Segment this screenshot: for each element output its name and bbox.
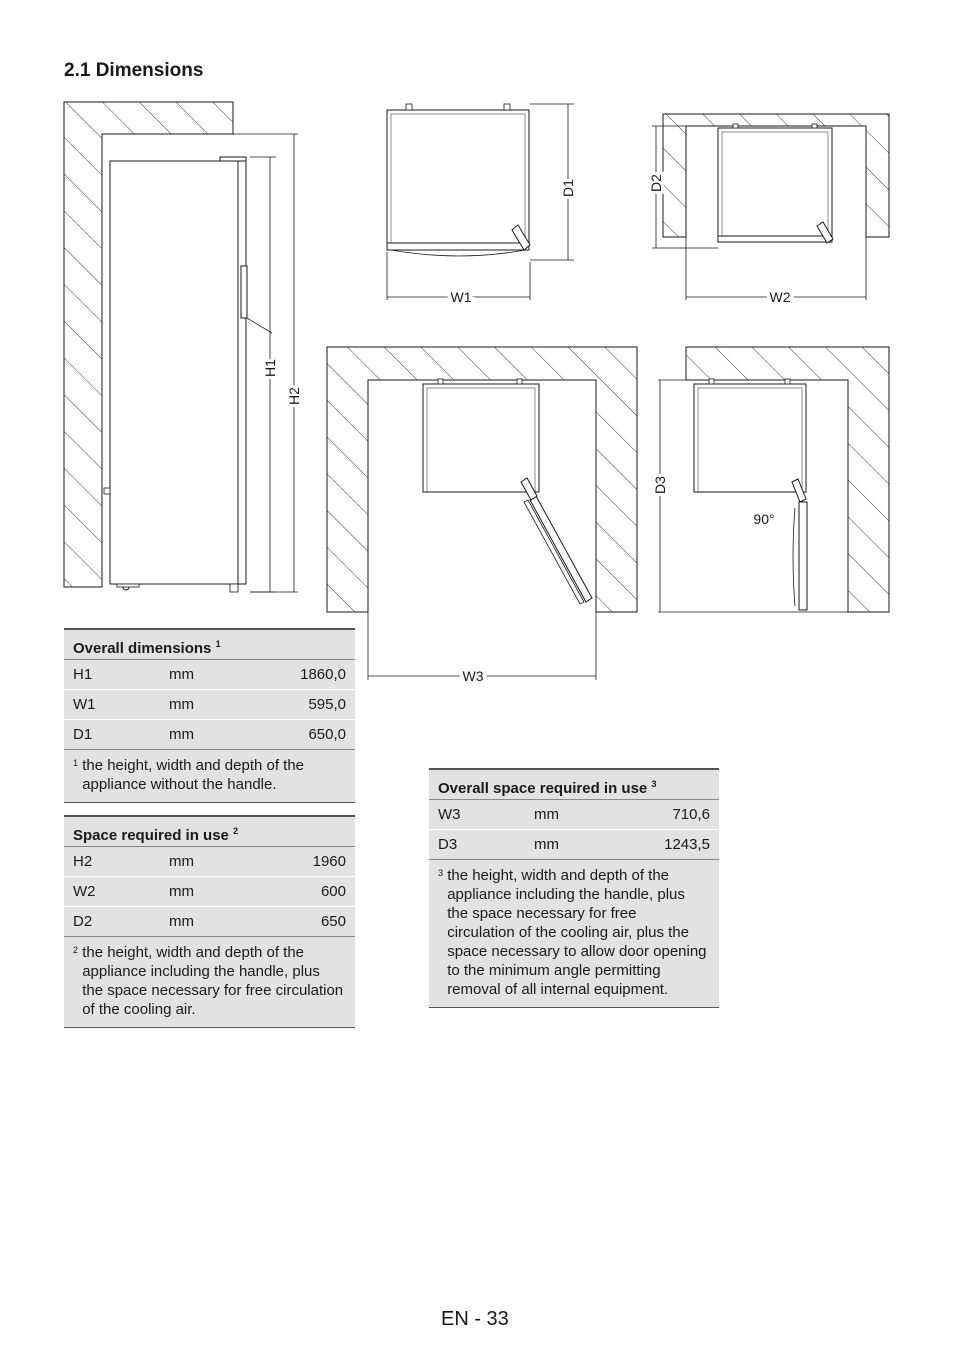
- footnote-text: the height, width and depth of the appliance including the handle, plus the space necessary for free circulation of the cooling air.: [82, 944, 344, 1018]
- dimension-value: 600: [320, 883, 346, 900]
- table-title: Space required in use: [73, 827, 229, 844]
- label-w3: W3: [462, 668, 484, 684]
- dimension-unit: mm: [169, 666, 194, 683]
- dimension-value: 650,0: [308, 726, 346, 743]
- dimension-key: D3: [438, 836, 458, 853]
- label-h1: H1: [262, 359, 278, 377]
- side-elevation-drawing: [64, 102, 298, 592]
- dimension-unit: mm: [534, 836, 559, 853]
- footnote-number: 3: [438, 868, 444, 878]
- footnote-marker: 1: [215, 639, 221, 649]
- dimension-value: 1960: [312, 853, 346, 870]
- dimension-unit: mm: [169, 726, 194, 743]
- dimension-key: W1: [73, 696, 96, 713]
- label-d1: D1: [560, 179, 576, 197]
- footnote-text: the height, width and depth of the appliance including the handle, plus the space necessary for free circulation of the cooling air, plus the space necessary to allow door opening to the minimum angle permitting removal of all internal equipment.: [447, 867, 707, 998]
- table-row: [429, 830, 719, 859]
- dimension-unit: mm: [169, 883, 194, 900]
- dimension-value: 710,6: [672, 806, 710, 823]
- dimension-value: 650: [320, 913, 346, 930]
- dimension-key: D1: [73, 726, 93, 743]
- top-view-d3: [658, 347, 889, 612]
- section-title: 2.1 Dimensions: [64, 60, 204, 81]
- dimension-key: W2: [73, 883, 96, 900]
- dimension-value: 1243,5: [664, 836, 710, 853]
- table-row: [64, 907, 355, 936]
- table-row: [429, 800, 719, 830]
- table-title: Overall dimensions: [73, 640, 212, 657]
- footnote-marker: 2: [233, 826, 239, 836]
- label-angle: 90°: [753, 511, 775, 527]
- dimension-unit: mm: [169, 853, 194, 870]
- overall-space-required-table: [429, 768, 719, 1008]
- dimension-value: 595,0: [308, 696, 346, 713]
- table-header: [429, 768, 719, 800]
- table-row: [64, 690, 355, 720]
- footnote-number: 1: [73, 758, 79, 768]
- top-view-w1-d1: [387, 104, 574, 300]
- label-d3: D3: [652, 476, 668, 494]
- footnote-number: 2: [73, 945, 79, 955]
- label-w2: W2: [769, 289, 791, 305]
- label-d2: D2: [648, 174, 664, 192]
- top-view-w2-d2: [652, 114, 889, 300]
- footnote-text: the height, width and depth of the appliance without the handle.: [82, 757, 305, 793]
- table-title: Overall space required in use: [438, 780, 648, 797]
- footnote-marker: 3: [651, 779, 657, 789]
- page-number: EN - 33: [441, 1308, 509, 1330]
- table-footnote: [429, 859, 719, 1008]
- dimension-value: 1860,0: [300, 666, 346, 683]
- label-w1: W1: [450, 289, 472, 305]
- dimension-unit: mm: [534, 806, 559, 823]
- dimension-key: W3: [438, 806, 461, 823]
- table-header: [64, 628, 355, 660]
- overall-dimensions-table: [64, 628, 355, 803]
- dimension-key: H1: [73, 666, 93, 683]
- table-header: [64, 815, 355, 847]
- dimension-key: H2: [73, 853, 93, 870]
- dimension-unit: mm: [169, 696, 194, 713]
- dimension-unit: mm: [169, 913, 194, 930]
- dimension-key: D2: [73, 913, 93, 930]
- table-footnote: [64, 749, 355, 803]
- space-required-table: [64, 815, 355, 1028]
- table-row: [64, 720, 355, 749]
- table-row: [64, 877, 355, 907]
- table-footnote: [64, 936, 355, 1028]
- label-h2: H2: [286, 387, 302, 405]
- top-view-w3: [327, 347, 637, 680]
- table-row: [64, 660, 355, 690]
- table-row: [64, 847, 355, 877]
